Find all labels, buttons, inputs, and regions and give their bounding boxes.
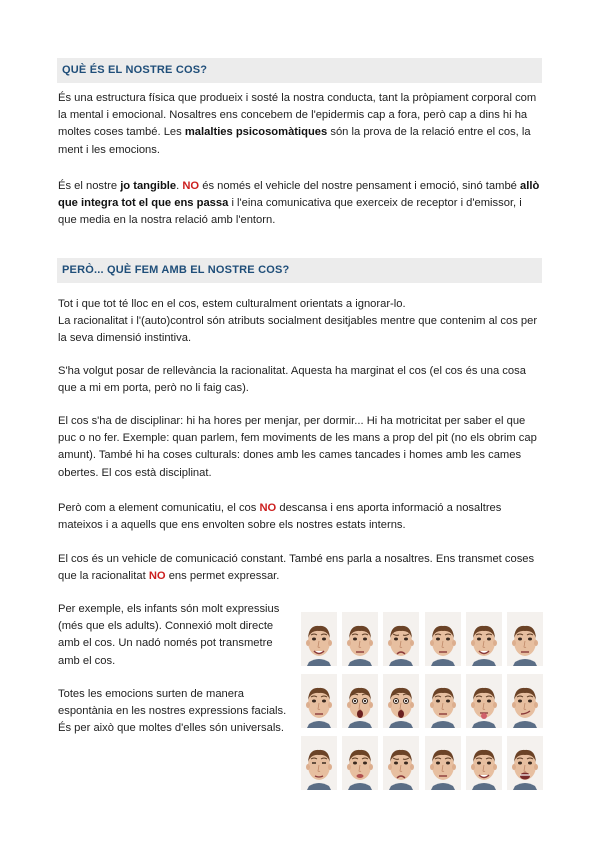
paragraph — [58, 90, 540, 159]
child-face-serious — [341, 609, 379, 668]
face-drawing — [425, 612, 461, 666]
text-run: El cos s'ha de disciplinar: hi ha hores per menjar, per dormir... Hi ha motricitat per saber el que puc o no fer. Exemple: quan parlem, fem moviments de les mans a prop del pit (no els obrim cap amunt). També hi ha coses culturals: dones amb les cames tancades i homes amb les cames obertes. El cos està disciplinat. — [58, 415, 537, 479]
paragraph — [58, 500, 540, 534]
face-drawing — [507, 736, 543, 790]
face-drawing — [425, 674, 461, 728]
paragraph — [58, 178, 540, 230]
emphasis-no: NO — [148, 570, 166, 583]
paragraph — [58, 363, 540, 397]
child-face-shocked — [382, 671, 420, 730]
child-face-squint — [300, 733, 338, 792]
child-face-tilted — [506, 609, 544, 668]
child-face-neutral — [424, 609, 462, 668]
facial-expressions-figure — [300, 609, 544, 792]
child-face-surprised — [341, 671, 379, 730]
emphasis-no: NO — [182, 180, 200, 192]
face-drawing — [466, 612, 502, 666]
section-heading: QUÈ ÉS EL NOSTRE COS? — [62, 64, 208, 76]
text-run: descansa i ens aporta informació a nosaltres mateixos i a aquells que ens envolten sobre els nostres estats interns. — [58, 502, 502, 532]
text-run: . — [176, 180, 183, 192]
face-drawing — [342, 736, 378, 790]
face-drawing — [507, 674, 543, 728]
bold-phrase: malalties psicosomàtiques — [184, 126, 328, 139]
text-run: Però com a element comunicatiu, el cos — [58, 502, 260, 514]
paragraph — [58, 296, 540, 348]
paragraph — [58, 686, 290, 738]
child-face-laugh — [506, 733, 544, 792]
bold-phrase: jo tangible — [120, 180, 177, 192]
child-face-grin — [465, 733, 503, 792]
face-drawing — [301, 674, 337, 728]
child-face-smile — [300, 609, 338, 668]
child-face-serious — [424, 733, 462, 792]
text-run: Tot i que tot té lloc en el cos, estem culturalment orientats a ignorar-lo. La racionalitat i l'(auto)control són atributs socialment desitjables mentre que contenim al cos per la seva dimensió instintiva. — [58, 298, 538, 345]
child-face-sad — [382, 609, 420, 668]
face-drawing — [342, 674, 378, 728]
face-drawing — [383, 674, 419, 728]
child-face-frown — [382, 733, 420, 792]
face-drawing — [466, 674, 502, 728]
child-face-serious — [300, 671, 338, 730]
text-run: ens permet expressar. — [165, 570, 280, 583]
section-heading-bar — [57, 58, 542, 83]
face-drawing — [342, 612, 378, 666]
child-face-smirk — [506, 671, 544, 730]
face-drawing — [383, 736, 419, 790]
text-run: És una estructura física que produeix i sosté la nostra conducta, tant la pròpiament corporal com la mental i emocional. Nosaltres ens concebem de l'epidermis cap a fora, però cap a dins hi ha moltes coses també. Les — [58, 92, 537, 139]
paragraph — [58, 551, 540, 585]
section-heading: PERÒ... QUÈ FEM AMB EL NOSTRE COS? — [62, 264, 290, 276]
face-drawing — [507, 612, 543, 666]
face-drawing — [301, 736, 337, 790]
text-run: i l'eina comunicativa que exerceix de receptor i d'emissor, i que media en la nostra relació amb l'entorn. — [58, 197, 522, 227]
paragraph — [58, 601, 290, 670]
text-run: Per exemple, els infants són molt expressius (més que els adults). Connexió molt directe amb el cos. Un nadó només pot transmetre amb el cos. — [58, 603, 280, 667]
bold-phrase: allò que integra tot el que ens passa — [58, 180, 540, 210]
emphasis-no: NO — [259, 502, 277, 514]
text-run: És el nostre — [58, 180, 121, 192]
child-face-neutral — [424, 671, 462, 730]
face-drawing — [383, 612, 419, 666]
text-run: S'ha volgut posar de rellevància la racionalitat. Aquesta ha marginat el cos (el cos és una cosa que a mi em porta, però no li faig cas). — [58, 365, 526, 395]
text-run: és només el vehicle del nostre pensament i emoció, sinó també — [199, 180, 521, 192]
child-face-smile — [465, 609, 503, 668]
face-drawing — [301, 612, 337, 666]
child-face-pout — [341, 733, 379, 792]
text-run: Totes les emocions surten de manera espontània en les nostres expressions facials. És per això que moltes d'elles són universals. — [58, 688, 287, 735]
text-run: són la prova de la relació entre el cos, la ment i les emocions. — [58, 126, 531, 156]
section-heading-bar — [57, 258, 542, 283]
face-drawing — [425, 736, 461, 790]
text-run: El cos és un vehicle de comunicació constant. També ens parla a nosaltres. Ens transmet coses que la racionalitat — [58, 553, 535, 583]
paragraph — [58, 413, 540, 482]
face-drawing — [466, 736, 502, 790]
child-face-tongue-out — [465, 671, 503, 730]
